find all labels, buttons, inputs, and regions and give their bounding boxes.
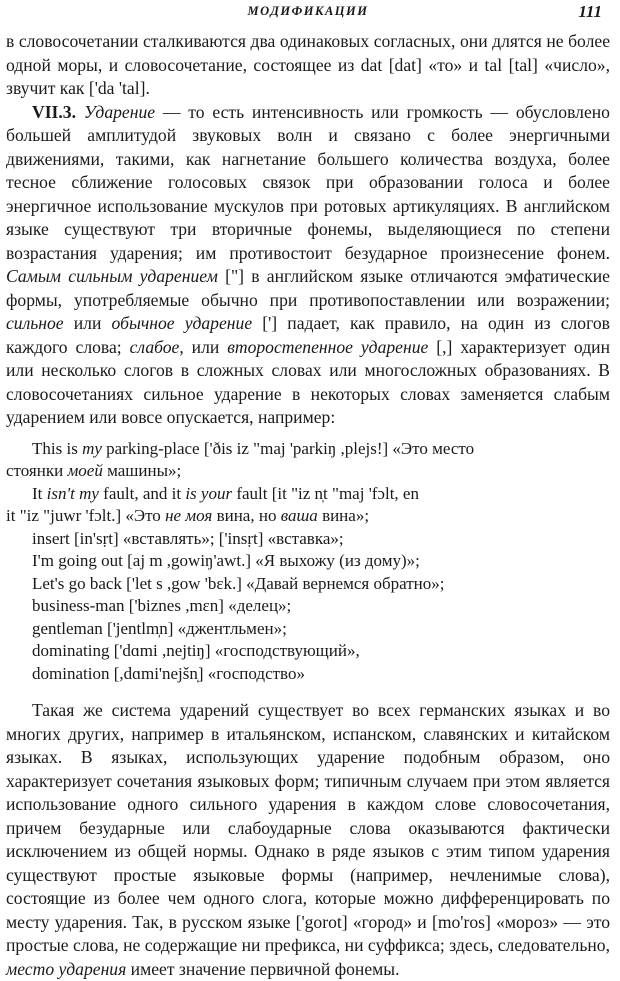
example-line (6, 460, 610, 483)
examples-block (6, 438, 610, 686)
paragraph-stress-systems (6, 699, 610, 981)
example-line: domination [,dɑmi'nejšn̩] «господство» (32, 663, 305, 683)
text-run: it "iz "juwr 'fɔlt.] «Это (6, 506, 166, 525)
text-run: имеет значение первичной фонемы. (126, 958, 400, 979)
text-run: parking-place ['ðis iz "maj 'parkiŋ ,plejs!] «Это место (101, 438, 475, 458)
running-head-title: МОДИФИКАЦИИ (247, 4, 369, 18)
term-weak: слабое (129, 336, 180, 357)
text-run: вина, но (212, 506, 281, 525)
page-number: 111 (578, 2, 602, 21)
text-run: fault [it "iz n̩t "maj 'fɔlt, en (232, 483, 419, 503)
paragraph-continued: в словосочетании сталкиваются два одинаковых согласных, они длятся не более одной моры, и словосочетание, состоящее из dat [dat] «то» и tal [tal] «число», звучит как ['da 'tal]. (6, 31, 610, 98)
text-run: или (63, 313, 112, 333)
example-line: insert [in'sṛt] «вставлять»; ['insṛt] «вставка»; (32, 528, 344, 548)
term-normal-stress: обычное ударение (111, 313, 253, 333)
text-run: [,] характеризует один или несколько слогов в сложных словах или многосложных образованиях. В словосочетаниях сильное ударение в некоторых словах заменяется слабым ударением или вовсе опускается, например: (6, 336, 610, 427)
term-place-of-stress: место ударения (6, 958, 127, 979)
example-line (6, 505, 610, 528)
text-run: fault, and it (98, 483, 186, 503)
example-line (6, 483, 610, 506)
text-run: , или (179, 336, 228, 357)
emphasis: my (82, 438, 102, 458)
term-strongest-stress: Самым сильным ударением (6, 266, 218, 286)
term-strong: сильное (6, 313, 64, 333)
section-number: VII.3. (32, 101, 76, 122)
term-stress: Ударение (83, 101, 156, 122)
example-line (6, 438, 610, 461)
text-run: Такая же система ударений существует во всех германских языках и во многих других, например в итальянском, испанском, славянских и китайском языках. В языках, использующих ударение подобным образом, оно характеризует сочетания языковых форм; типичным случаем при этом является использование одного сильного ударения в каждом слове словосочетания, причем безударные или слабоударные слова оказываются фактически исключением из общей нормы. Однако в ряде языков с этим типом ударения существуют простые языковые формы (например, нечленимые слова), состоящие из более чем одного слога, которые можно дифференцировать по месту ударения. Так, в русском языке ['gorot] «город» и [mo'ros] «мороз» — это простые слова, не содержащие ни префикса, ни суффикса; здесь, следовательно, (6, 700, 610, 955)
emphasis: моей (67, 461, 103, 480)
term-secondary-stress: второстепенное ударение (227, 336, 429, 357)
text-run: стоянки (6, 461, 68, 480)
running-head (6, 2, 610, 30)
text-run: This is (32, 438, 83, 458)
text-run: машины»; (102, 461, 182, 480)
example-line: business-man ['biznes ,mɛn] «делец»; (32, 596, 292, 615)
example-line: dominating ['dɑmi ,nejtiŋ] «господствующий», (32, 641, 360, 660)
emphasis: is your (185, 483, 233, 503)
text-run: — то есть интенсивность или громкость — обусловлено большей амплитудой звуковых волн и связано с более энергичными движениями, такими, как нагнетание большего количества воздуха, более тесное сближение голосовых связок при образовании голоса и более энергичное использование мускулов при ротовых артикуляциях. В английском языке существуют три вторичные фонемы, выделяющиеся по степени возрастания ударения; им противостоит безударное произнесение фонем. (6, 101, 610, 263)
emphasis: isn't my (46, 483, 99, 503)
example-line: gentleman ['jentlm̩n] «джентльмен»; (32, 618, 287, 638)
emphasis: ваша (280, 506, 318, 525)
example-line: Let's go back ['let s ,gow 'bɛk.] «Давай вернемся обратно»; (32, 573, 445, 593)
text-run: ["] в английском языке отличаются эмфатические формы, употребляемые обычно при противопоставлении или возражении; (6, 266, 610, 310)
paragraph-section-vii-3 (6, 101, 610, 430)
text-run: It (32, 483, 47, 503)
spacer (6, 685, 610, 699)
example-line: I'm going out [aj m ,gowiŋ'awt.] «Я выхожу (из дому)»; (32, 551, 420, 570)
emphasis: не моя (165, 506, 213, 525)
text-run: ['] падает, как правило, на один из слогов каждого слова; (6, 313, 610, 357)
text-run: вина»; (317, 506, 370, 525)
